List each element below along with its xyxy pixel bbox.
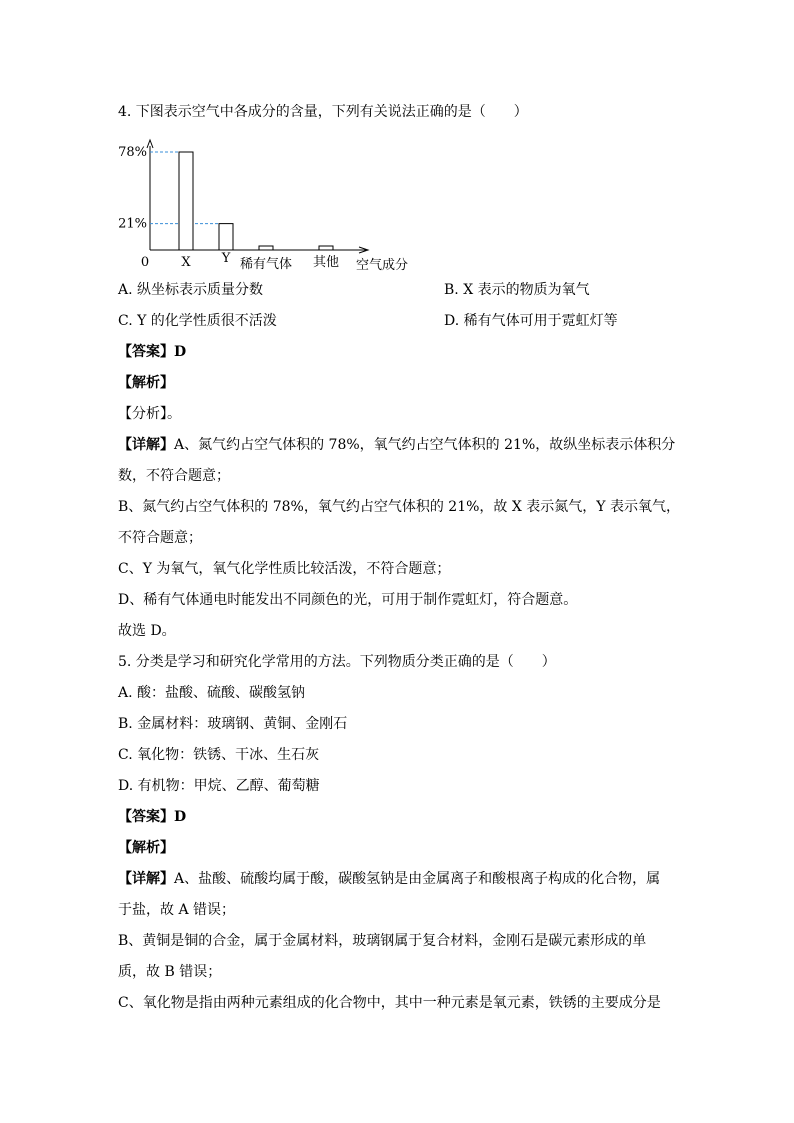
chart-bars [179,152,333,250]
q5-detail-line-1: 于盐，故 A 错误； [118,902,236,918]
q5-analysis-heading: 【解析】 [118,840,174,856]
q5-detail-text: A、盐酸、硫酸均属于酸，碳酸氢钠是由金属离子和酸根离子构成的化合物，属 [174,871,661,887]
q4-fenxi: 【分析】。 [118,406,181,422]
category-label-1: Y [221,251,231,266]
q5-detail-line-4: C、氧化物是指由两种元素组成的化合物中，其中一种元素是氧元素，铁锈的主要成分是 [118,995,661,1011]
q5-detail-line-3: 质，故 B 错误； [118,964,222,980]
q4-detail-line-1: 数，不符合题意； [118,468,230,484]
y-tick-label-78: 78% [118,145,147,160]
q4-analysis-heading: 【解析】 [118,375,174,391]
bar-1 [219,224,233,250]
q4-detail-line-2: B、氮气约占空气体积的 78%，氧气约占空气体积的 21%，故 X 表示氮气，Y 表示氧气， [118,499,680,515]
q5-option-a: A. 酸：盐酸、硫酸、碳酸氢钠 [118,685,306,701]
q5-detail-line-2: B、黄铜是铜的合金，属于金属材料，玻璃钢属于复合材料，金刚石是碳元素形成的单 [118,933,647,949]
category-label-3: 其他 [312,255,340,270]
q4-conclusion: 故选 D。 [118,623,176,639]
bar-3 [319,246,333,250]
category-label-2: 稀有气体 [239,257,293,272]
q4-stem: 4. 下图表示空气中各成分的含量，下列有关说法正确的是（ ） [118,104,528,120]
category-label-0: X [181,255,191,270]
x-axis-label: 空气成分 [355,258,409,273]
q5-option-d: D. 有机物：甲烷、乙醇、葡萄糖 [118,778,320,794]
y-tick-label-21: 21% [118,216,147,232]
q5-detail-line-0 [118,869,678,889]
q4-detail-line-3: 不符合题意； [118,530,202,546]
q4-option-d: D. 稀有气体可用于霓虹灯等 [444,313,618,329]
q4-detail-line-0 [118,435,678,455]
q4-detail-label: 【详解】 [118,437,174,453]
chart-labels [118,145,408,273]
origin-label: 0 [140,255,150,270]
q4-option-b: B. X 表示的物质为氧气 [444,282,590,298]
q5-answer: 【答案】D [118,809,187,825]
q5-detail-label: 【详解】 [118,871,174,887]
q4-detail-line-5: D、稀有气体通电时能发出不同颜色的光，可用于制作霓虹灯，符合题意。 [118,592,578,608]
bar-0 [179,152,193,250]
q4-option-c: C. Y 的化学性质很不活泼 [118,313,277,329]
q4-detail-text: A、氮气约占空气体积的 78%，氧气约占空气体积的 21%，故纵坐标表示体积分 [174,437,676,453]
q4-detail-line-4: C、Y 为氧气，氧气化学性质比较活泼，不符合题意； [118,561,451,577]
q5-option-c: C. 氧化物：铁锈、干冰、生石灰 [118,747,320,763]
bar-2 [259,246,273,250]
q4-answer: 【答案】D [118,344,187,360]
q5-option-b: B. 金属材料：玻璃钢、黄铜、金刚石 [118,716,348,732]
q5-stem: 5. 分类是学习和研究化学常用的方法。下列物质分类正确的是（ ） [118,654,556,670]
q4-option-a: A. 纵坐标表示质量分数 [118,282,264,298]
air-composition-bar-chart [118,136,418,274]
